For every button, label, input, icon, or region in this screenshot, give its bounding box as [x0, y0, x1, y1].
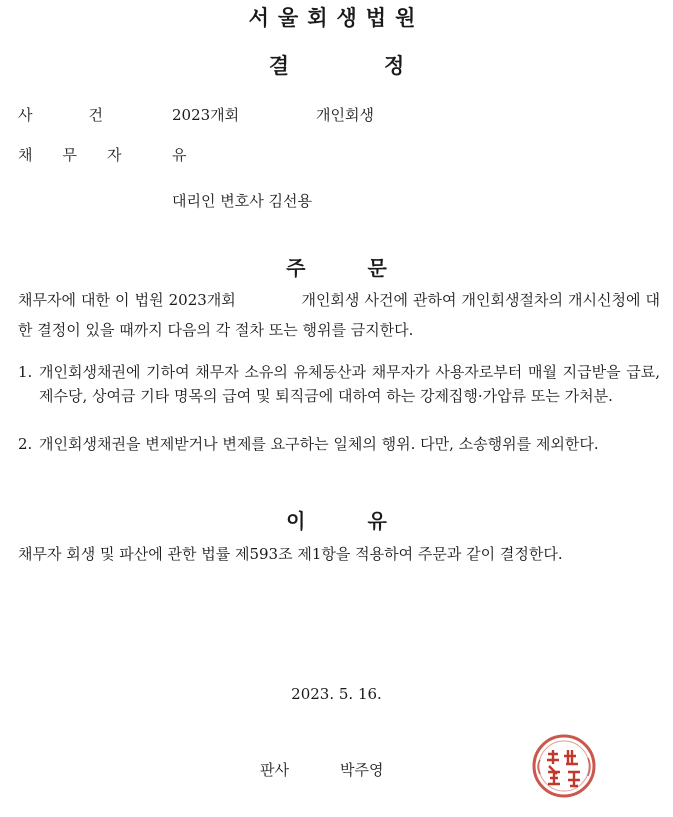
debtor-name: 유 [172, 146, 187, 164]
judge-name: 박주영 [340, 761, 384, 779]
order-item-1-number: 1. [18, 363, 33, 381]
debtor-agent: 대리인 변호사 김선용 [172, 192, 312, 210]
judge-seal-icon [528, 730, 600, 802]
reason-text: 채무자 회생 및 파산에 관한 법률 제593조 제1항을 적용하여 주문과 같이 결정한다. [18, 545, 563, 563]
case-name: 개인회생 [316, 106, 374, 124]
order-item-1-text: 개인회생채권에 기하여 채무자 소유의 유체동산과 채무자가 사용자로부터 매월 지급받을 급료, 제수당, 상여금 기타 명목의 급여 및 퇴직금에 대하여 하는 강제집행·가압류 또는 가처분. [39, 363, 660, 405]
judge-title: 판사 [260, 761, 289, 779]
order-item-1 [18, 360, 660, 408]
order-title: 주문 [286, 256, 449, 280]
reason-title: 이유 [286, 509, 449, 533]
case-label: 사건 [18, 106, 159, 124]
debtor-label: 채무자 [18, 146, 152, 164]
order-item-2-number: 2. [18, 435, 33, 453]
order-item-2 [18, 432, 660, 456]
document-title: 결정 [268, 54, 500, 78]
decision-date: 2023. 5. 16. [291, 685, 382, 703]
order-intro: 채무자에 대한 이 법원 2023개회 개인회생 사건에 관하여 개인회생절차의 개시신청에 대한 결정이 있을 때까지 다음의 각 절차 또는 행위를 금지한다. [18, 291, 660, 339]
order-item-2-text: 개인회생채권을 변제받거나 변제를 요구하는 일체의 행위. 다만, 소송행위를 제외한다. [39, 435, 599, 453]
case-number: 2023개회 [172, 106, 240, 124]
court-name: 서울회생법원 [248, 6, 425, 30]
